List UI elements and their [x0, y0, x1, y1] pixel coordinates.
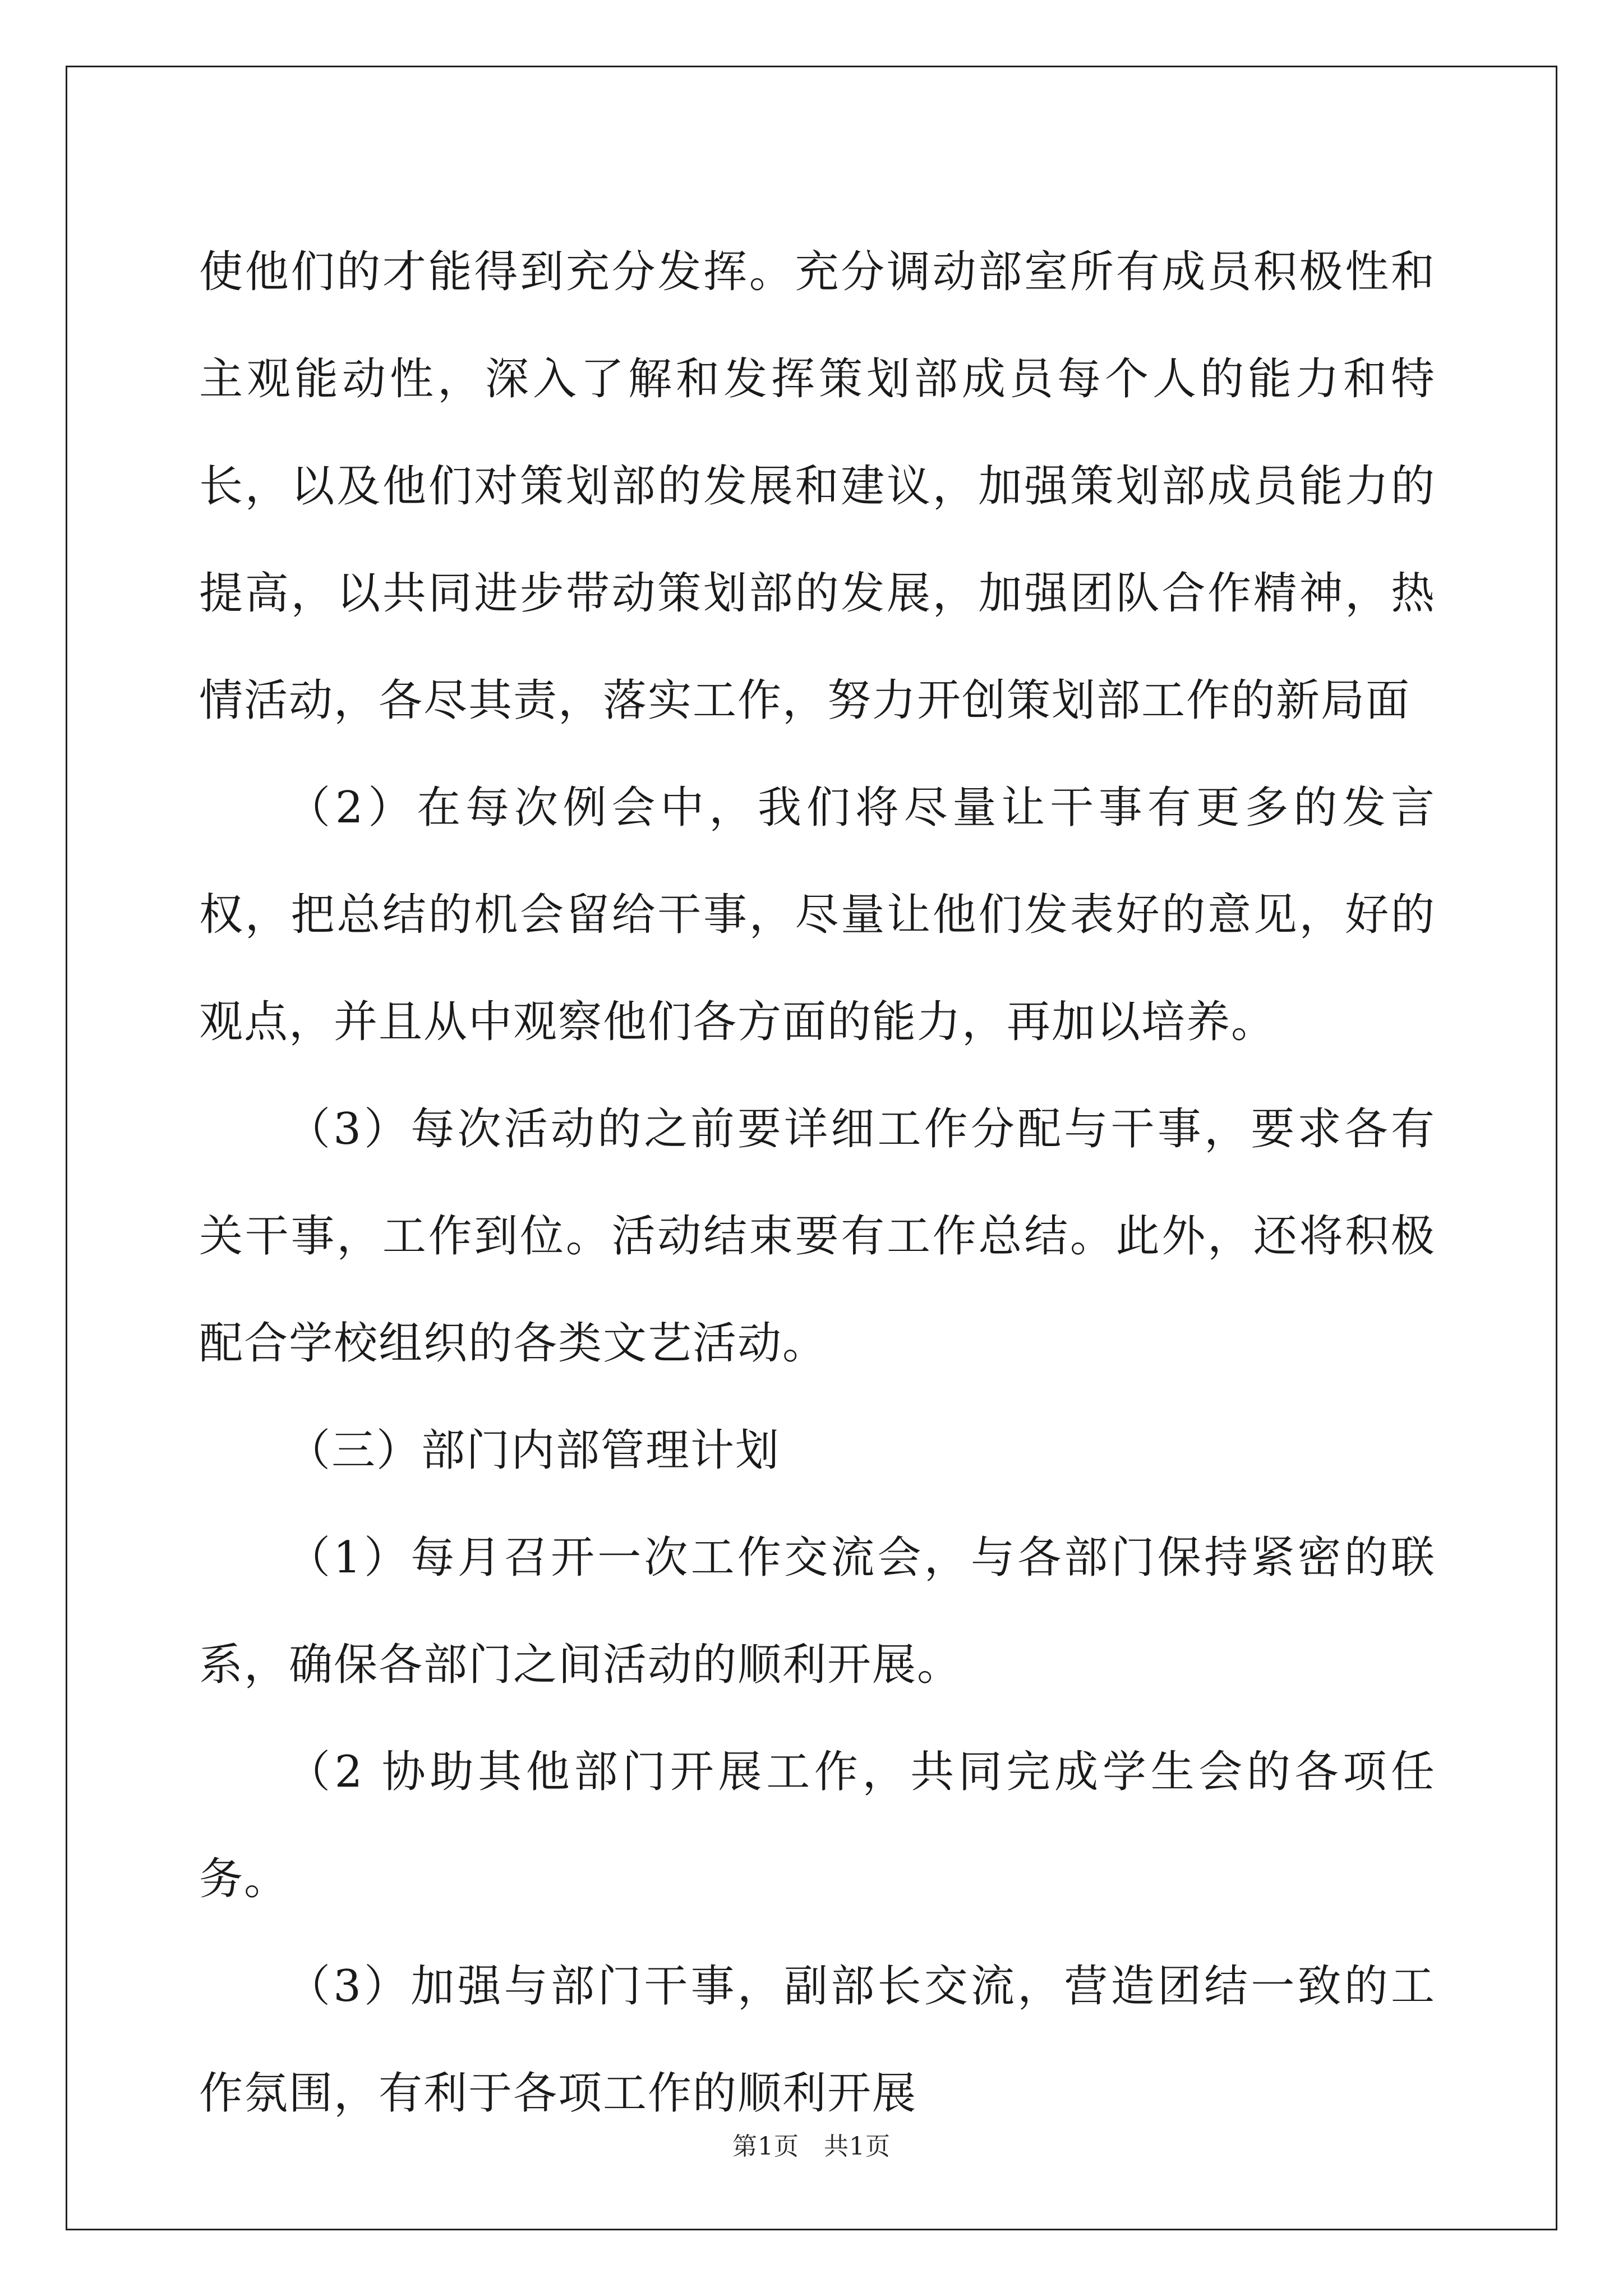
paragraph-2: （2）在每次例会中，我们将尽量让干事有更多的发言权，把总结的机会留给干事，尽量让他们发表好的意见，好的观点，并且从中观察他们各方面的能力，再加以培养。: [199, 783, 1436, 1047]
paragraph-6: （2 协助其他部门开展工作，共同完成学生会的各项任务。: [199, 1747, 1436, 1904]
page-number: 第1页: [732, 2132, 799, 2161]
section-heading-internal-management: （三）部门内部管理计划: [287, 1425, 781, 1476]
page-total: 共1页: [824, 2132, 891, 2161]
paragraph-5: （1）每月召开一次工作交流会，与各部门保持紧密的联系，确保各部门之间活动的顺利开展。: [199, 1533, 1436, 1690]
page-footer: [0, 2126, 1623, 2162]
paragraph-1: 使他们的才能得到充分发挥。充分调动部室所有成员积极性和主观能动性，深入了解和发挥策划部成员每个人的能力和特长，以及他们对策划部的发展和建议，加强策划部成员能力的提高，以共同进步带动策划部的发展，加强团队合作精神，热情活动，各尽其责，落实工作，努力开创策划部工作的新局面: [199, 247, 1436, 726]
paragraph-7: （3）加强与部门干事，副部长交流，营造团结一致的工作氛围，有利于各项工作的顺利开展: [199, 1961, 1436, 2119]
document-body: [199, 219, 1436, 2147]
paragraph-3: （3）每次活动的之前要详细工作分配与干事，要求各有关干事，工作到位。活动结束要有工作总结。此外，还将积极配合学校组织的各类文艺活动。: [199, 1104, 1436, 1369]
